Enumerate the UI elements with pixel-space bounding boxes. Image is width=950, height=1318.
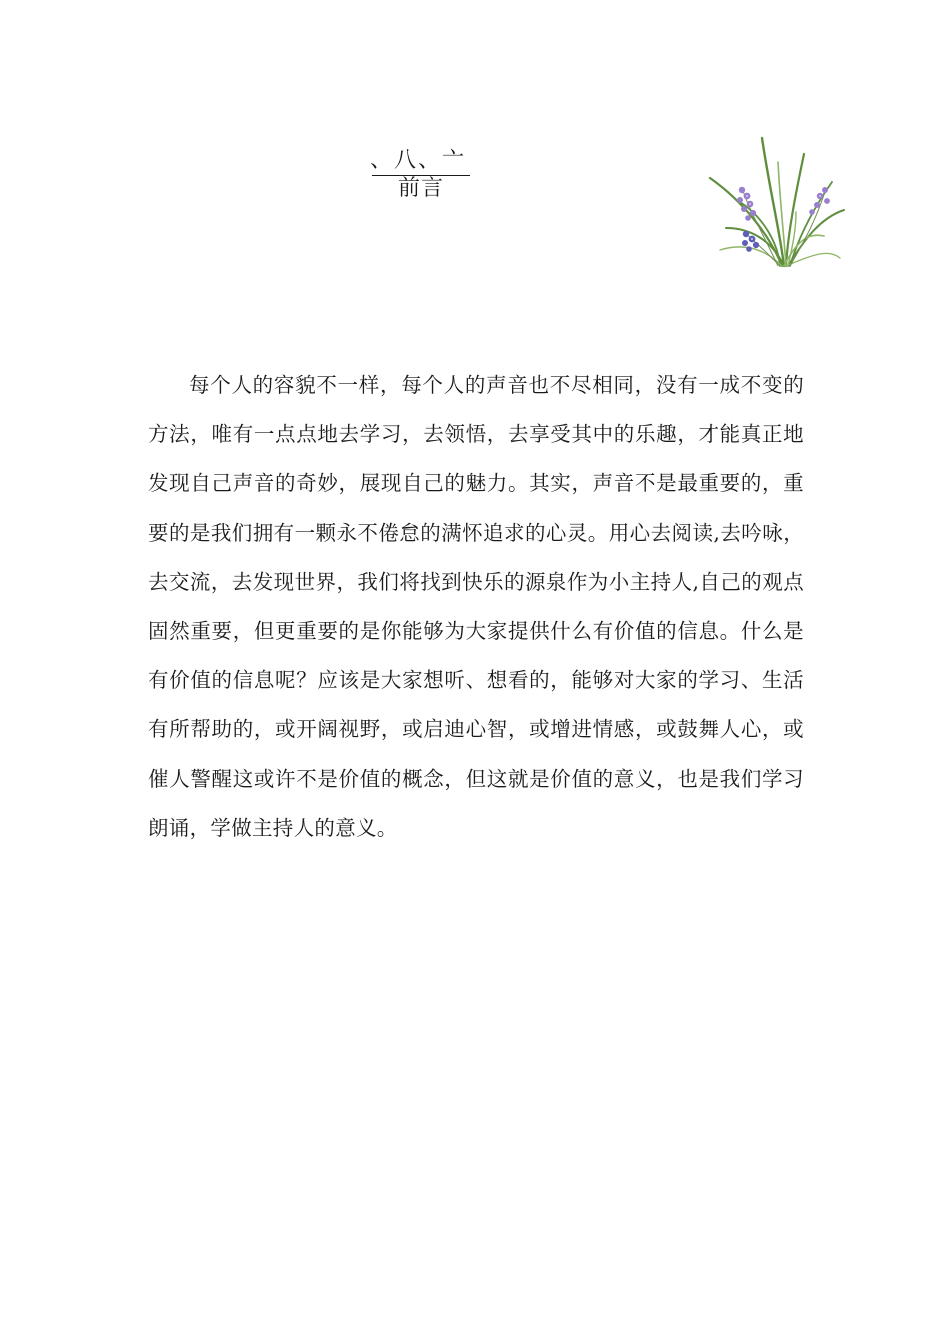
preface-paragraph: 每个人的容貌不一样，每个人的声音也不尽相同，没有一成不变的方法，唯有一点点地去学习，去领悟，去享受其中的乐趣，才能真正地发现自己声音的奇妙，展现自己的魅力。其实，声音不是最重要的，重要的是我们拥有一颗永不倦怠的满怀追求的心灵。用心去阅读,去吟咏，去交流，去发现世界，我们将找到快乐的源泉作为小主持人,自己的观点固然重要，但更重要的是你能够为大家提供什么有价值的信息。什么是有价值的信息呢？应该是大家想听、想看的，能够对大家的学习、生活有所帮助的，或开阔视野，或启迪心智，或增进情感，或鼓舞人心，或催人警醒这或许不是价值的概念，但这就是价值的意义，也是我们学习朗诵，学做主持人的意义。 (148, 373, 804, 840)
page-title: 前言 (398, 176, 445, 201)
title-artifact-text: 、八、亠 (370, 148, 467, 173)
title-block (360, 148, 500, 210)
orchid-illustration-icon (700, 132, 846, 268)
